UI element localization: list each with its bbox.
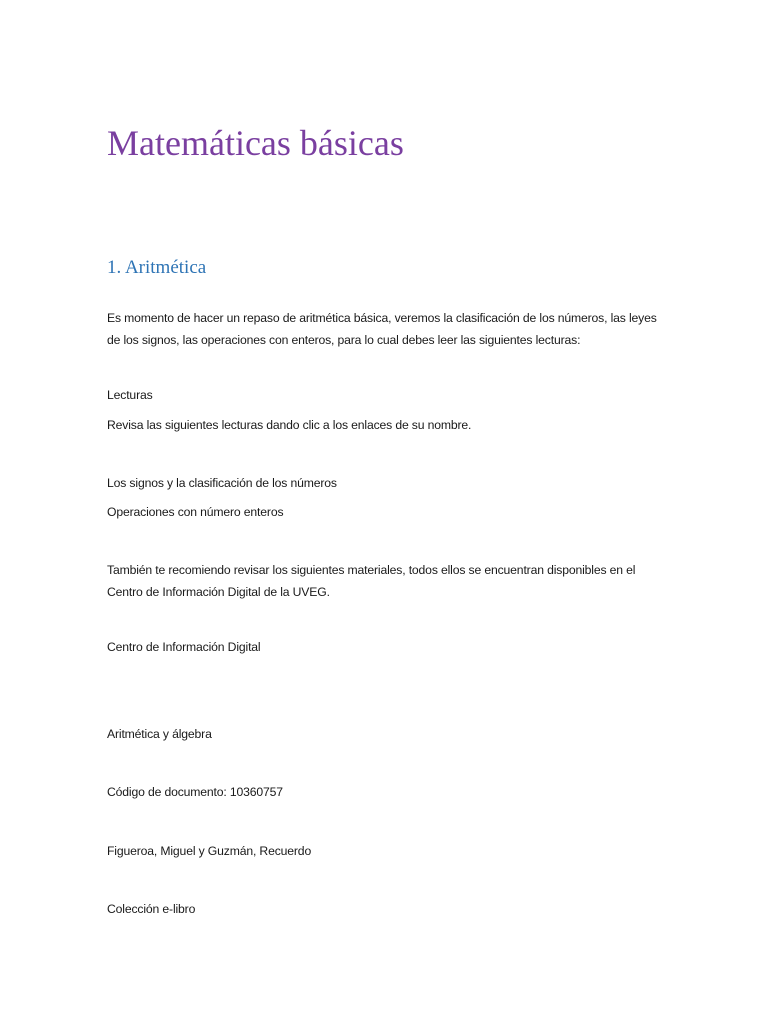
resource-authors: Figueroa, Miguel y Guzmán, Recuerdo — [107, 844, 312, 858]
readings-label: Lecturas — [107, 388, 153, 402]
resource-document-code: Código de documento: 10360757 — [107, 785, 283, 799]
section-heading: 1. Aritmética — [107, 257, 207, 278]
reading-link-signos[interactable]: Los signos y la clasificación de los números — [107, 476, 337, 490]
cid-label: Centro de Información Digital — [107, 640, 261, 654]
reading-link-operaciones[interactable]: Operaciones con número enteros — [107, 505, 284, 519]
readings-instruction: Revisa las siguientes lecturas dando clic a los enlaces de su nombre. — [107, 418, 472, 432]
intro-paragraph: Es momento de hacer un repaso de aritmética básica, veremos la clasificación de los números, las leyes de los signos, las operaciones con enteros, para lo cual debes leer las siguientes lecturas: — [107, 311, 657, 347]
resource-title: Aritmética y álgebra — [107, 727, 212, 741]
resource-collection: Colección e-libro — [107, 902, 196, 916]
page-title: Matemáticas básicas — [107, 123, 404, 163]
materials-paragraph: También te recomiendo revisar los siguientes materiales, todos ellos se encuentran disponibles en el Centro de Información Digital de la UVEG. — [107, 563, 636, 599]
